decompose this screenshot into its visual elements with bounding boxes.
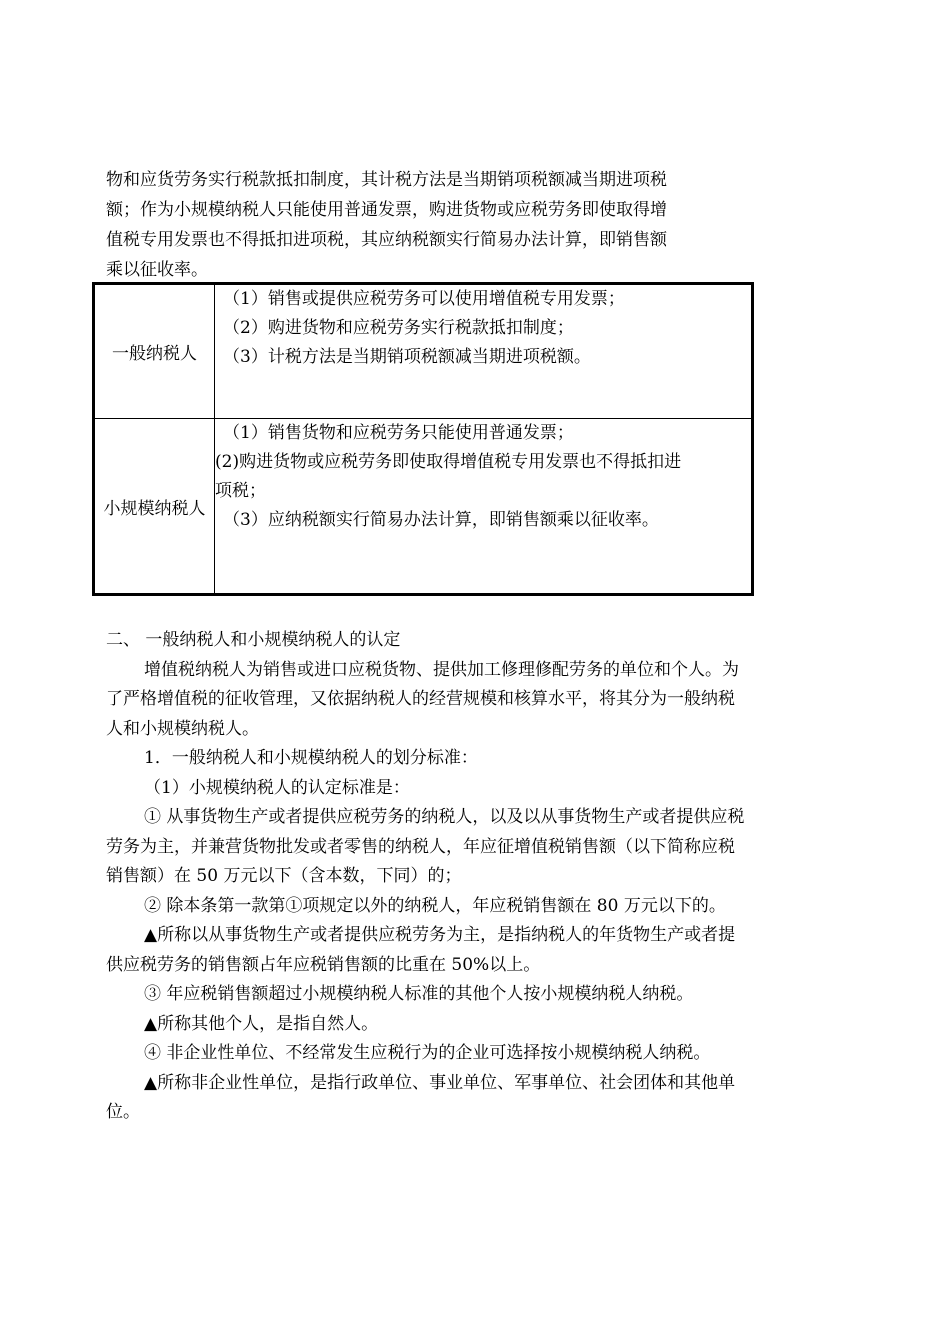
row-label-small-scale: 小规模纳税人 [94,419,215,595]
table-item: （2）购进货物和应税劳务实行税款抵扣制度； [223,318,574,338]
table-item: （3）应纳税额实行简易办法计算，即销售额乘以征收率。 [223,510,659,530]
intro-line: 物和应货劳务实行税款抵扣制度，其计税方法是当期销项税额减当期进项税 [106,170,667,190]
note-paragraph: ▲所称以从事货物生产或者提供应税劳务为主，是指纳税人的年货物生产或者提供应税劳务的销售额占年应税销售额的比重在 50%以上。 [106,925,736,975]
list-item: （1）小规模纳税人的认定标准是： [144,777,410,798]
taxpayer-comparison-table [92,282,754,596]
table-item: （3）计税方法是当期销项税额减当期进项税额。 [223,347,591,367]
section-heading: 二、 一般纳税人和小规模纳税人的认定 [106,630,401,650]
intro-line: 乘以征收率。 [106,260,208,280]
table-row [94,284,753,419]
table-item: (2)购进货物或应税劳务即使取得增值税专用发票也不得抵扣进 [215,452,682,472]
table-item: 项税； [215,481,266,501]
table-item: （1）销售货物和应税劳务只能使用普通发票； [223,423,574,443]
intro-paragraph [106,165,746,285]
paragraph: ④ 非企业性单位、不经常发生应税行为的企业可选择按小规模纳税人纳税。 [144,1043,711,1063]
table-row [94,419,753,595]
paragraph: ② 除本条第一款第①项规定以外的纳税人，年应税销售额在 80 万元以下的。 [144,895,726,916]
row-content-general [215,284,753,419]
row-content-small-scale [215,419,753,595]
paragraph: ① 从事货物生产或者提供应税劳务的纳税人，以及以从事货物生产或者提供应税劳务为主，并兼营货物批发或者零售的纳税人，年应征增值税销售额（以下简称应税销售额）在 50 万元以下（含本数，下同）的； [106,807,745,886]
section-taxpayer-recognition [106,626,746,1128]
row-label-general: 一般纳税人 [94,284,215,419]
intro-line: 额；作为小规模纳税人只能使用普通发票，购进货物或应税劳务即使取得增 [106,200,667,220]
list-item: 1．一般纳税人和小规模纳税人的划分标准： [144,748,478,768]
table-item: （1）销售或提供应税劳务可以使用增值税专用发票； [223,289,625,309]
note-paragraph: ▲所称非企业性单位，是指行政单位、事业单位、军事单位、社会团体和其他单位。 [106,1072,736,1122]
note-paragraph: ▲所称其他个人，是指自然人。 [144,1013,379,1034]
intro-line: 值税专用发票也不得抵扣进项税，其应纳税额实行简易办法计算，即销售额 [106,230,667,250]
paragraph: 增值税纳税人为销售或进口应税货物、提供加工修理修配劳务的单位和个人。为了严格增值税的征收管理，又依据纳税人的经营规模和核算水平，将其分为一般纳税人和小规模纳税人。 [106,659,739,739]
paragraph: ③ 年应税销售额超过小规模纳税人标准的其他个人按小规模纳税人纳税。 [144,984,694,1004]
